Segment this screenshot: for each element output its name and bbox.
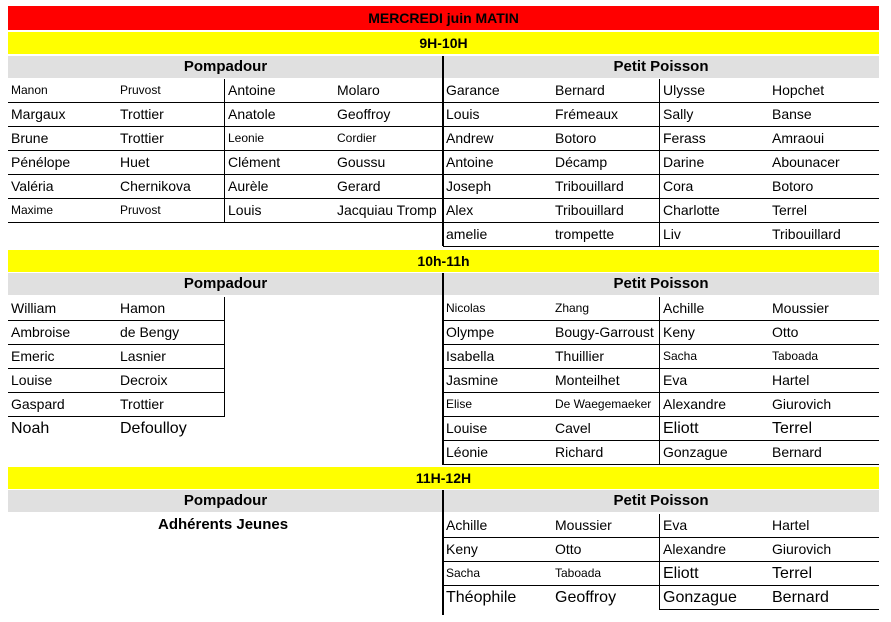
last-name-cell: Lasnier xyxy=(117,345,225,369)
last-name-cell: Tribouillard xyxy=(552,199,660,223)
last-name-cell: Cavel xyxy=(552,417,660,441)
first-name-cell: Elise xyxy=(443,393,552,417)
last-name-cell: Taboada xyxy=(552,562,660,586)
first-name-cell: Sacha xyxy=(660,345,769,369)
last-name-cell: Abounacer xyxy=(769,151,879,175)
first-name-cell: Achille xyxy=(660,297,769,321)
last-name-cell: Monteilhet xyxy=(552,369,660,393)
last-name-cell: de Bengy xyxy=(117,321,225,345)
first-name-cell: Alex xyxy=(443,199,552,223)
last-name-cell: Bougy-Garroust xyxy=(552,321,660,345)
last-name-cell: Otto xyxy=(769,321,879,345)
last-name-cell: Botoro xyxy=(552,127,660,151)
last-name-cell: Taboada xyxy=(769,345,879,369)
last-name-cell: Cordier xyxy=(334,127,443,151)
first-name-cell: Clément xyxy=(225,151,334,175)
first-name-cell: Isabella xyxy=(443,345,552,369)
first-name-cell: Olympe xyxy=(443,321,552,345)
schedule-table-petit-poisson-9h xyxy=(443,79,879,247)
last-name-cell: Geoffroy xyxy=(334,103,443,127)
first-name-cell: Eva xyxy=(660,514,769,538)
last-name-cell: Hartel xyxy=(769,369,879,393)
first-name-cell: Ulysse xyxy=(660,79,769,103)
first-name-cell: Louise xyxy=(8,369,117,393)
first-name-cell: Valéria xyxy=(8,175,117,199)
first-name-cell: Jasmine xyxy=(443,369,552,393)
last-name-cell: trompette xyxy=(552,223,660,247)
first-name-cell: Gonzague xyxy=(660,441,769,465)
last-name-cell: Giurovich xyxy=(769,393,879,417)
page-title: MERCREDI juin MATIN xyxy=(8,6,879,30)
last-name-cell: Tribouillard xyxy=(552,175,660,199)
last-name-cell: Bernard xyxy=(769,586,879,610)
pompadour-note: Adhérents Jeunes xyxy=(158,516,289,533)
schedule-table-pompadour-9h xyxy=(8,79,443,223)
slot-time-10h: 10h-11h xyxy=(8,250,879,272)
first-name-cell: Alexandre xyxy=(660,393,769,417)
first-name-cell: Cora xyxy=(660,175,769,199)
first-name-cell: Darine xyxy=(660,151,769,175)
last-name-cell: Defoulloy xyxy=(120,420,187,437)
venue-pompadour-11h: Pompadour xyxy=(8,490,443,512)
first-name-cell: Louise xyxy=(443,417,552,441)
first-name-cell: Ferass xyxy=(660,127,769,151)
first-name-cell: Emeric xyxy=(8,345,117,369)
first-name-cell: Gonzague xyxy=(660,586,769,610)
last-name-cell: Bernard xyxy=(769,441,879,465)
schedule-table-petit-poisson-11h xyxy=(443,514,879,610)
first-name-cell: Théophile xyxy=(446,589,517,606)
venue-petit-poisson-9h: Petit Poisson xyxy=(443,56,879,78)
last-name-cell: Terrel xyxy=(769,199,879,223)
last-name-cell: Decroix xyxy=(117,369,225,393)
first-name-cell: Louis xyxy=(443,103,552,127)
schedule-table-petit-poisson-10h xyxy=(443,297,879,465)
first-name-cell: Ambroise xyxy=(8,321,117,345)
first-name-cell: Aurèle xyxy=(225,175,334,199)
first-name-cell: Louis xyxy=(225,199,334,223)
last-name-cell: Molaro xyxy=(334,79,443,103)
last-name-cell: Chernikova xyxy=(117,175,225,199)
first-name-cell: Margaux xyxy=(8,103,117,127)
last-name-cell: Amraoui xyxy=(769,127,879,151)
first-name-cell: Noah xyxy=(11,420,50,437)
first-name-cell: Joseph xyxy=(443,175,552,199)
first-name-cell: Leonie xyxy=(225,127,334,151)
last-name-cell: De Waegemaeker xyxy=(552,393,660,417)
last-name-cell: Décamp xyxy=(552,151,660,175)
first-name-cell: Pénélope xyxy=(8,151,117,175)
slot-time-11h: 11H-12H xyxy=(8,467,879,489)
last-name-cell: Banse xyxy=(769,103,879,127)
last-name-cell: Botoro xyxy=(769,175,879,199)
last-name-cell: Terrel xyxy=(769,562,879,586)
last-name-cell: Trottier xyxy=(117,393,225,417)
first-name-cell: Charlotte xyxy=(660,199,769,223)
first-name-cell: Gaspard xyxy=(8,393,117,417)
first-name-cell: Achille xyxy=(443,514,552,538)
first-name-cell: Anatole xyxy=(225,103,334,127)
last-name-cell: Zhang xyxy=(552,297,660,321)
last-name-cell: Frémeaux xyxy=(552,103,660,127)
first-name-cell: Manon xyxy=(8,79,117,103)
last-name-cell: Otto xyxy=(552,538,660,562)
venue-pompadour-10h: Pompadour xyxy=(8,273,443,295)
last-name-cell: Goussu xyxy=(334,151,443,175)
venue-petit-poisson-10h: Petit Poisson xyxy=(443,273,879,295)
first-name-cell: Keny xyxy=(660,321,769,345)
last-name-cell: Geoffroy xyxy=(552,586,660,610)
first-name-cell: Keny xyxy=(443,538,552,562)
first-name-cell: Léonie xyxy=(443,441,552,465)
last-name-cell: Moussier xyxy=(769,297,879,321)
first-name-cell: Liv xyxy=(660,223,769,247)
last-name-cell: Gerard xyxy=(334,175,443,199)
venue-petit-poisson-11h: Petit Poisson xyxy=(443,490,879,512)
first-name-cell: Maxime xyxy=(8,199,117,223)
last-name-cell: Bernard xyxy=(552,79,660,103)
last-name-cell: Giurovich xyxy=(769,538,879,562)
first-name-cell: Garance xyxy=(443,79,552,103)
last-name-cell: Trottier xyxy=(117,103,225,127)
venue-pompadour-9h: Pompadour xyxy=(8,56,443,78)
last-name-cell: Moussier xyxy=(552,514,660,538)
last-name-cell: Hopchet xyxy=(769,79,879,103)
slot-time-9h: 9H-10H xyxy=(8,32,879,54)
first-name-cell: Eliott xyxy=(660,562,769,586)
first-name-cell: Nicolas xyxy=(443,297,552,321)
last-name-cell: Tribouillard xyxy=(769,223,879,247)
schedule-table-pompadour-10h xyxy=(8,297,225,441)
first-name-cell: Antoine xyxy=(443,151,552,175)
last-name-cell: Richard xyxy=(552,441,660,465)
last-name-cell: Terrel xyxy=(769,417,879,441)
last-name-cell: Thuillier xyxy=(552,345,660,369)
last-name-cell: Hamon xyxy=(117,297,225,321)
first-name-cell: Sally xyxy=(660,103,769,127)
last-name-cell: Pruvost xyxy=(117,199,225,223)
first-name-cell: amelie xyxy=(443,223,552,247)
first-name-cell: Antoine xyxy=(225,79,334,103)
last-name-cell: Huet xyxy=(117,151,225,175)
last-name-cell: Hartel xyxy=(769,514,879,538)
first-name-cell: Andrew xyxy=(443,127,552,151)
first-name-cell: William xyxy=(8,297,117,321)
last-name-cell: Pruvost xyxy=(117,79,225,103)
last-name-cell: Jacquiau Tromp xyxy=(334,199,443,223)
first-name-cell: Brune xyxy=(8,127,117,151)
first-name-cell: Sacha xyxy=(443,562,552,586)
first-name-cell: Eliott xyxy=(660,417,769,441)
first-name-cell: Eva xyxy=(660,369,769,393)
last-name-cell: Trottier xyxy=(117,127,225,151)
first-name-cell: Alexandre xyxy=(660,538,769,562)
